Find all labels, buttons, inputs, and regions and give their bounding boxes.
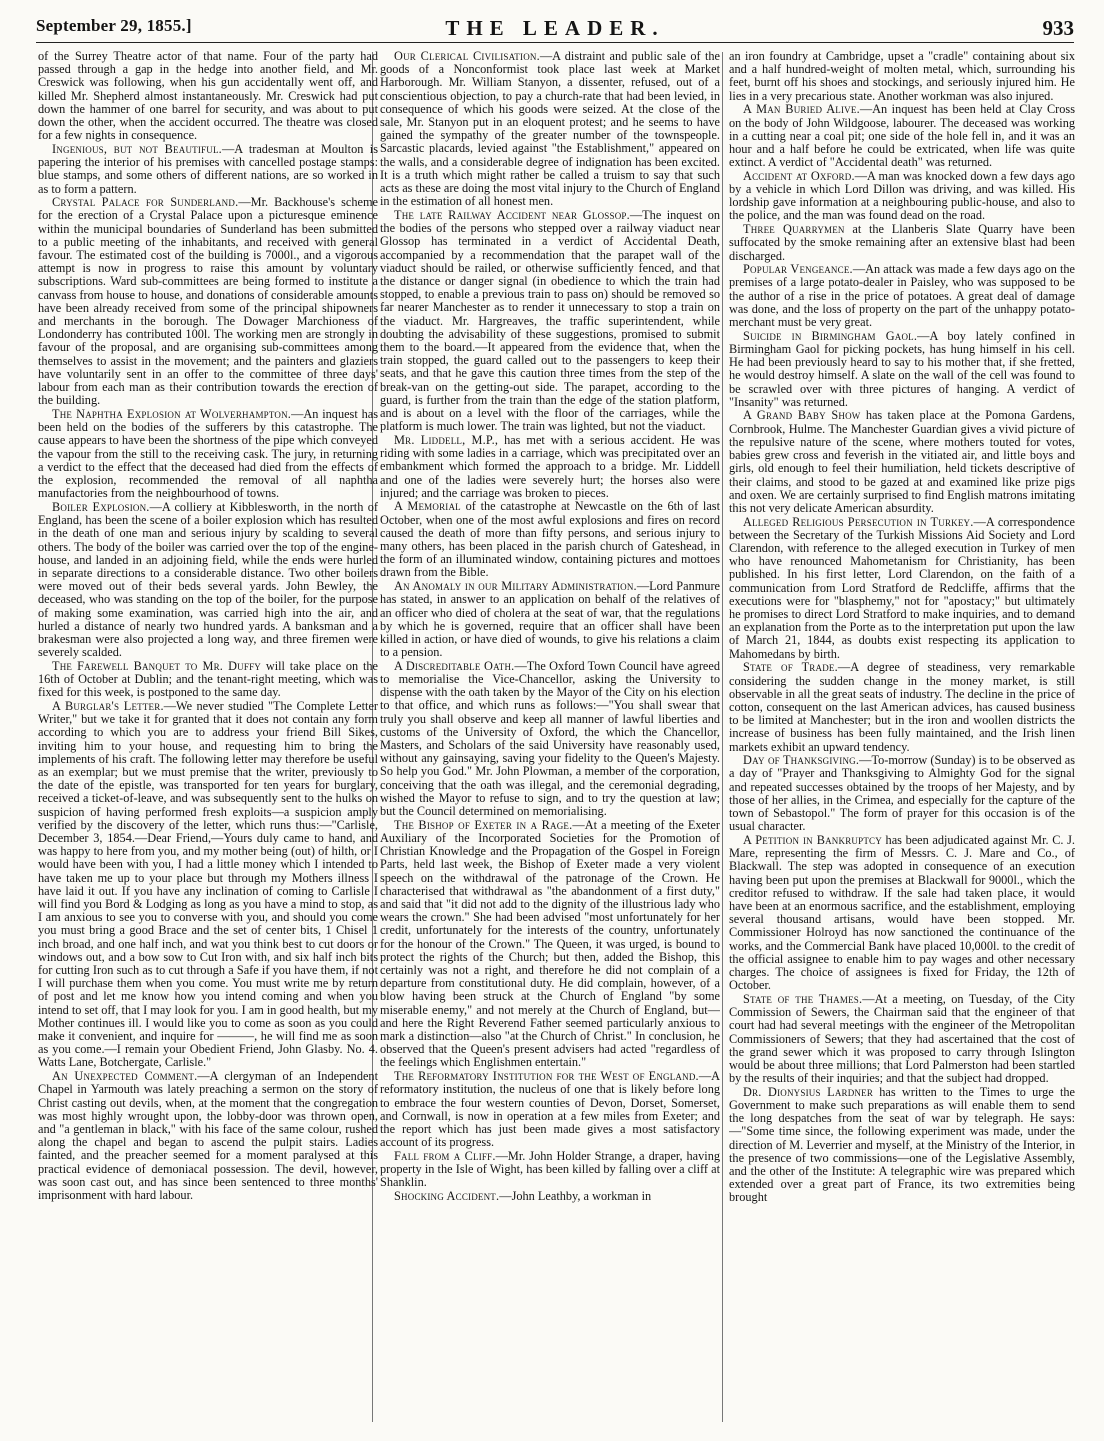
article-body: —An inquest has been held at Clay Cross on the body of John Wildgoose, labourer. The deceased was working in a cutting near a coal pit; one side of the hole fell in, and it was an hour and a half before he could be extricated, when life was quite extinct. A verdict of "Accidental death" was returned. <box>729 102 1075 170</box>
article-body: —At a meeting of the Exeter Auxiliary of the Incorporated Societies for the Promotion of Christian Knowledge and the Propagation of the Gospel in Foreign Parts, held last week, the Bishop of Exeter made a very violent speech on the withdrawal of the patronage of the Crown. He characterised that withdrawal as "the abandonment of a first duty," and said that "it did not add to the dignity of the illustrious lady who wears the crown." She had been advised "most unfortunately for her credit, unfortunately for the interests of the country, unfortunately for the honour of the Crown." The Queen, it was urged, is bound to protect the rights of the Church; but then, added the Bishop, this certainly was not a right, and therefore he did not complain of a departure from constitutional duty. He did complain, however, of a blow having been struck at the Church of England "by some miserable enemy," and not merely at the Church of England, but—and here the Right Reverend Father seemed particularly anxious to mark a distinction—also "at the Church of Christ." In conclusion, he observed that the Queen's present advisers had acted "regardless of the feelings which Englishmen entertain." <box>380 817 720 1070</box>
article-paragraph <box>729 993 1075 1085</box>
article-paragraph <box>38 143 378 196</box>
article-column-2 <box>380 50 720 1428</box>
article-heading: An Anomaly in our Military Administration. <box>394 579 637 594</box>
article-heading: An Unexpected Comment. <box>52 1069 198 1084</box>
article-heading: Ingenious, but not Beautiful. <box>52 141 222 156</box>
article-body: an iron foundry at Cambridge, upset a "cradle" containing about six and a half hundred-weight of molten metal, which, surrounding his feet, burnt off his shoes and stockings, and seriously injured him. He lies in a very precarious state. Another workman was also injured. <box>729 50 1075 103</box>
article-heading: Dr. Dionysius Lardner <box>743 1084 874 1099</box>
article-body: of the Surrey Theatre actor of that name. Four of the party had passed through a gap in the hedge into another field, and Mr. Creswick was following, when his gun accidentally went off, and killed Mr. Shepherd almost instantaneously. Mr. Creswick had put down the hammer of one barrel for security, and was about to put down the other, when the accident occurred. The theatre was closed for a few nights in consequence. <box>38 50 378 143</box>
article-body: —A man was knocked down a few days ago by a vehicle in which Lord Dillon was driving, and was killed. His lordship gave information at a neighbouring public-house, and also to the police, and the man was found dead on the road. <box>729 168 1075 223</box>
article-body: —Mr. John Holder Strange, a draper, having property in the Isle of Wight, has been killed by falling over a cliff at Shanklin. <box>380 1148 720 1190</box>
article-body: —A tradesman at Moulton is papering the interior of his premises with cancelled postage stamps: blue stamps, and some others of different nations, are so worked in as to form a pattern. <box>38 141 378 196</box>
article-paragraph <box>38 50 378 142</box>
page-number: 933 <box>1042 16 1074 40</box>
article-paragraph <box>729 834 1075 992</box>
article-paragraph <box>729 103 1075 169</box>
article-body: —A colliery at Kibblesworth, in the north of England, has been the scene of a boiler explosion which has resulted in the death of one man and serious injury by scalding to several others. The body of the boiler was carried over the top of the engine-house, and landed in an adjoining field, while the ends were hurled in separate directions to a considerable distance. Two other boilers were moved out of their beds several yards. John Bewley, the deceased, who was standing on the top of the boiler, for the purpose of making some examination, was carried high into the air, and hurled a distance of nearly two hundred yards. A banksman and a brakesman were also projected a long way, and three firemen were severely scalded. <box>38 499 378 660</box>
article-body: will take place on the 16th of October at Dublin; and the tenant-right meeting, which was fixed for this week, is postponed to the same day. <box>38 658 378 700</box>
article-paragraph <box>729 1086 1075 1205</box>
article-heading: Suicide in Birmingham Gaol. <box>743 328 918 343</box>
article-paragraph <box>380 434 720 500</box>
article-heading: A Grand Baby Show <box>743 408 861 423</box>
article-body: has been adjudicated against Mr. C. J. Mare, representing the firm of Messrs. C. J. Mare and Co., of Blackwall. The step was adopted in consequence of an execution having been put upon the premises at Blackwall for 9000l., which the creditor refused to withdraw. If the sale had taken place, it would have been at an enormous sacrifice, and the establishment, employing several thousand artisans, would have been stopped. Mr. Commissioner Holroyd has now sanctioned the continuance of the works, and the Commercial Bank have placed 10,000l. to the credit of the official assignee to enable him to pay wages and other necessary charges. The choice of assignees is fixed for Friday, the 12th of October. <box>729 832 1075 993</box>
article-paragraph <box>729 223 1075 263</box>
article-heading: Accident at Oxford. <box>743 168 855 183</box>
article-heading: Alleged Religious Persecution in Turkey. <box>743 514 974 529</box>
article-paragraph <box>729 661 1075 753</box>
article-heading: The Farewell Banquet to Mr. Duffy <box>52 658 261 673</box>
article-heading: A Petition in Bankruptcy <box>743 832 882 847</box>
article-body: —John Leathby, a workman in <box>499 1188 652 1203</box>
newspaper-title: THE LEADER. <box>445 16 665 40</box>
article-heading: A Man Buried Alive. <box>743 102 860 117</box>
article-heading: Day of Thanksgiving. <box>743 753 860 768</box>
article-paragraph <box>380 1150 720 1190</box>
article-body: —At a meeting, on Tuesday, of the City Commission of Sewers, the Chairman said that the engineer of that court had had several meetings with the engineer of the Metropolitan Commissioners of Sewers; that they had ascertained that the cost of the grand sewer which it was proposed to carry through Islington would be about three millions; that Lord Palmerston had been startled by the results of their inquiries; and that the subject had dropped. <box>729 991 1075 1086</box>
article-body: at the Llanberis Slate Quarry have been suffocated by the smoke remaining after an extensive blast had been discharged. <box>729 222 1075 263</box>
article-heading: Three Quarrymen <box>743 222 845 237</box>
article-body: —A reformatory institution, the nucleus of one that is likely before long to embrace the four western counties of Devon, Dorset, Somerset, and Cornwall, is now in operation at a few miles from Exeter; and the report which has just been made gives a most satisfactory account of its progress. <box>380 1069 720 1150</box>
article-column-3 <box>729 50 1075 1428</box>
article-body: —A distraint and public sale of the goods of a Nonconformist took place last week at Market Harborough. Mr. William Stanyon, a dissenter, refused, out of a conscientious objection, to pay a church-rate that had been levied, in consequence of which his goods were seized. At the close of the sale, Mr. Stanyon put in an eloquent protest; and he seems to have gained the sympathy of the greater number of the townspeople. Sarcastic placards, levied against "the Establishment," appeared on the walls, and a considerable degree of indignation has been excited. It is a truth which might rather be called a truism to say that such acts as these are doing the most vital injury to the Church of England in the estimation of all honest men. <box>380 50 720 209</box>
article-paragraph <box>38 501 378 659</box>
article-paragraph <box>729 516 1075 661</box>
article-paragraph <box>380 50 720 208</box>
article-heading: A Memorial <box>394 499 461 514</box>
article-paragraph <box>38 660 378 700</box>
article-heading: Shocking Accident. <box>394 1188 500 1203</box>
article-paragraph <box>380 580 720 659</box>
article-heading: The Bishop of Exeter in a Rage. <box>394 817 573 832</box>
article-body: of the catastrophe at Newcastle on the 6th of last October, when one of the most awful explosions and fires on record caused the death of more than fifty persons, and serious injury to many others, has been placed in the parish church of Gateshead, in the form of an illuminated window, containing pictures and mottoes drawn from the Bible. <box>380 499 720 580</box>
article-heading: A Burglar's Letter. <box>52 698 164 713</box>
article-body: —A correspondence between the Secretary of the Turkish Missions Aid Society and Lord Clarendon, with reference to the alleged execution in Turkey of men who have renounced Mahometanism for Christianity, has been published. In his first letter, Lord Clarendon, on the faith of a communication from Lord Stratford de Redcliffe, affirms that the executions were for "blasphemy," not for "apostacy;" but ultimately he promises to direct Lord Stratford to make inquiries, and to demand an explanation from the Porte as to the interpretation put upon the law of March 21, 1844, as doubts exist respecting its application to Mahomedans by birth. <box>729 514 1075 661</box>
article-column-1 <box>38 50 378 1428</box>
article-paragraph <box>380 819 720 1070</box>
article-paragraph <box>38 700 378 1070</box>
article-paragraph <box>380 209 720 433</box>
article-heading: The Naphtha Explosion at Wolverhampton. <box>52 406 292 421</box>
article-heading: The late Railway Accident near Glossop. <box>394 207 630 222</box>
article-paragraph <box>380 1190 720 1203</box>
article-paragraph <box>38 196 378 407</box>
article-body: has written to the Times to urge the Government to make such preparations as will enable them to send the long despatches from the seat of war by telegraph. He says:—"Some time since, the following experiment was made, under the direction of M. Leverrier and myself, at the Ministry of the Interior, in the presence of two commissions—one of the Legislative Assembly, and the other of the Institute: A telegraphic wire was prepared which extended over a great part of France, its two extremities being brought <box>729 1084 1075 1205</box>
article-body: —A clergyman of an Independent Chapel in Yarmouth was lately preaching a sermon on the story of Christ casting out devils, when, at the moment that the congregation was most highly wrought upon, the lobby-door was thrown open, and "a gentleman in black," with his face of the same colour, rushed along the chapel and began to ascend the pulpit stairs. Ladies fainted, and the preacher seemed for a moment paralysed at this practical evidence of demoniacal possession. The devil, however, was soon cast out, and has since been sentenced to three months' imprisonment with hard labour. <box>38 1069 378 1202</box>
masthead <box>36 14 1074 43</box>
article-paragraph <box>380 660 720 818</box>
article-body: —The Oxford Town Council have agreed to memorialise the Vice-Chancellor, asking the University to dispense with the oath taken by the Mayor of the City on his election to that office, and which runs as follows:—"You shall swear that truly you shall observe and keep all manner of lawful liberties and customs of the University of Oxford, the which the Chancellor, Masters, and Scholars of the said University have reasonably used, without any gainsaying, saving your fidelity to the Queen's Majesty. So help you God." Mr. John Plowman, a member of the corporation, conceiving that the oath was illegal, and the ceremonial degrading, wished the Mayor to refuse to sign, and to try the question at law; but the Council determined on memorialising. <box>380 658 720 819</box>
article-heading: Crystal Palace for Sunderland. <box>52 195 239 210</box>
article-heading: Our Clerical Civilisation. <box>394 50 540 63</box>
article-body: —The inquest on the bodies of the persons who stepped over a railway viaduct near Glossop has terminated in a verdict of Accidental Death, accompanied by a recommendation that the parapet wall of the viaduct should be railed, or otherwise sufficiently fenced, and that the distance or danger signal (in obedience to which the train had stopped, to enable a previous train to pass on) should be removed so far nearer Manchester as to render it unnecessary to stop a train on the viaduct. Mr. Hargreaves, the traffic superintendent, while doubting the advisability of these suggestions, promised to submit them to the board.—It appeared from the evidence that, when the train stopped, the guard called out to the passengers to keep their seats, and that he gave this caution three times from the step of the break-van on the getting-out side. The parapet, according to the guard, is further from the train than the edge of the station platform, and is about on a level with the floor of the carriages, while the platform is much lower. The train was lighted, but not the viaduct. <box>380 207 720 434</box>
article-heading: Popular Vengeance. <box>743 262 853 277</box>
article-paragraph <box>38 1070 378 1202</box>
article-heading: State of Trade. <box>743 660 838 675</box>
article-heading: State of the Thames. <box>743 991 863 1006</box>
article-body: —An attack was made a few days ago on the premises of a large potato-dealer in Paisley, who was supposed to be the author of a rise in the price of potatoes. A great deal of damage was done, and the loss of property on the part of the unhappy potato-merchant must be very great. <box>729 262 1075 330</box>
article-paragraph <box>729 263 1075 329</box>
article-heading: A Discreditable Oath. <box>394 658 515 673</box>
article-paragraph <box>729 409 1075 515</box>
article-paragraph <box>729 754 1075 833</box>
article-paragraph <box>729 170 1075 223</box>
article-heading: Boiler Explosion. <box>52 499 150 514</box>
article-body: —Mr. Backhouse's scheme for the erection of a Crystal Palace upon a picturesque eminence within the municipal boundaries of Sunderland has been submitted to a public meeting of the inhabitants, and received with general favour. The estimated cost of the building is 7000l., and a vigorous attempt is now in progress to raise this amount by voluntary subscriptions. Ward sub-committees are being formed to institute a canvass from house to house, and donations of considerable amounts have been already received from some of the principal shipowners and merchants in the borough. The Dowager Marchioness of Londonderry has contributed 100l. The working men are strongly in favour of the proposal, and are organising sub-committees among themselves to assist in the movement; and the painters and glaziers have voluntarily sent in an offer to the committee of three days' labour from each man as their contribution towards the erection of the building. <box>38 195 378 408</box>
article-paragraph <box>380 500 720 579</box>
article-paragraph <box>380 1070 720 1149</box>
article-heading: The Reformatory Institution for the West of England. <box>394 1069 699 1084</box>
article-heading: Fall from a Cliff. <box>394 1148 496 1163</box>
article-heading: Mr. Liddell, M.P., <box>394 432 499 447</box>
article-paragraph <box>38 408 378 500</box>
column-rule <box>722 52 723 1422</box>
article-body: —Lord Panmure has stated, in answer to an application on behalf of the relatives of an officer who died of cholera at the seat of war, that the regulations by which he is governed, require that an officer shall have been killed in action, or have died of wounds, to give his relations a claim to a pension. <box>380 579 720 660</box>
article-paragraph <box>729 330 1075 409</box>
article-body: —We never studied "The Complete Letter Writer," but we take it for granted that it does not contain any form according to which you are to address your friend Bill Sikes, inviting him to your house, and requesting him to bring the implements of his craft. The following letter may therefore be useful as an exemplar; but we must premise that the writer, previously to the date of the epistle, was transported for ten years for burglary, received a ticket-of-leave, and was subsequently sent to the hulks on suspicion of having performed fresh exploits—a suspicion amply verified by the discovery of the letter, which runs thus:—"Carlisle, December 3, 1854.—Dear Friend,—Yours duly came to hand, and was happy to here from you, and my mother being (out) of hilth, or I would have been with you, I had a little money which I intended to have taken me up to your place but through my Mothers illness I have laid it out. If you have any inclination of coming to Carlisle I will find you Bord & Lodging as long as you have a mind to stop, as I am anxious to see you to converse with you, and should you come you must bring a good Brace and the set of center bits, 1 Chisel 1 inch broad, and one half inch, and wat you think best to cut doors or windows out, and a bow sow to Cut Iron with, and six half inch bits for cutting Iron such as to cut through a Safe if you have them, if not I will purchase them when you come. You must write me by return of post and let me know how you intend coming and when you intend to set off, that I may look for you. I am in good health, but my Mother continues ill. I would like you to come as soon as you could make it convenient, and inquire for ———, he will find me as soon as you come.—I remain your Obedient Friend, John Glasby. No. 4. Watts Lane, Botchergate, Carlisle." <box>38 698 378 1070</box>
article-body: has met with a serious accident. He was riding with some ladies in a carriage, which was precipitated over an embankment which formed the approach to a bridge. Mr. Liddell and one of the ladies were severely hurt; the horses also were injured; and the carriage was broken to pieces. <box>380 432 720 500</box>
article-paragraph <box>729 50 1075 103</box>
article-body: —To-morrow (Sunday) is to be observed as a day of "Prayer and Thanksgiving to Almighty God for the signal and repeated successes obtained by the troops of her Majesty, and by those of her allies, in the Crimea, and especially for the capture of the town of Sebastopol." The form of prayer for this occasion is of the usual character. <box>729 753 1075 834</box>
article-body: —A degree of steadiness, very remarkable considering the sudden change in the money market, is still observable in all the great seats of industry. The decline in the price of cotton, consequent on the last American advices, has caused business to be limited at Manchester; but in the iron and woollen districts the increase of business has been fully maintained, and the Irish linen markets exhibit an upward tendency. <box>729 660 1075 754</box>
issue-date: September 29, 1855.] <box>36 16 192 35</box>
article-body: —An inquest has been held on the bodies of the sufferers by this catastrophe. The cause appears to have been the shortness of the pipe which conveyed the vapour from the still to the receiving cask. The jury, in returning a verdict to the effect that the deceased had died from the effects of the explosion, recommended the removal of all naphtha manufactories from the neighbourhood of towns. <box>38 406 378 501</box>
article-body: —A boy lately confined in Birmingham Gaol for picking pockets, has hung himself in his cell. He had been previously heard to say to his mother that, if she fretted, he would destroy himself. A slate on the wall of the cell was found to be scrawled over with three pictures of hanging. A verdict of "Insanity" was returned. <box>729 328 1075 409</box>
article-body: has taken place at the Pomona Gardens, Cornbrook, Hulme. The Manchester Guardian gives a vivid picture of the repulsive nature of the scene, where mothers touted for votes, babies grew cross and feverish in the vitiated air, and little boys and girls, old enough to feel their humiliation, held tickets descriptive of their claims, and stood to be gazed at and examined like prize pigs and oxen. We are certainly surprised to find English matrons imitating this not very delicate American absurdity. <box>729 408 1075 515</box>
